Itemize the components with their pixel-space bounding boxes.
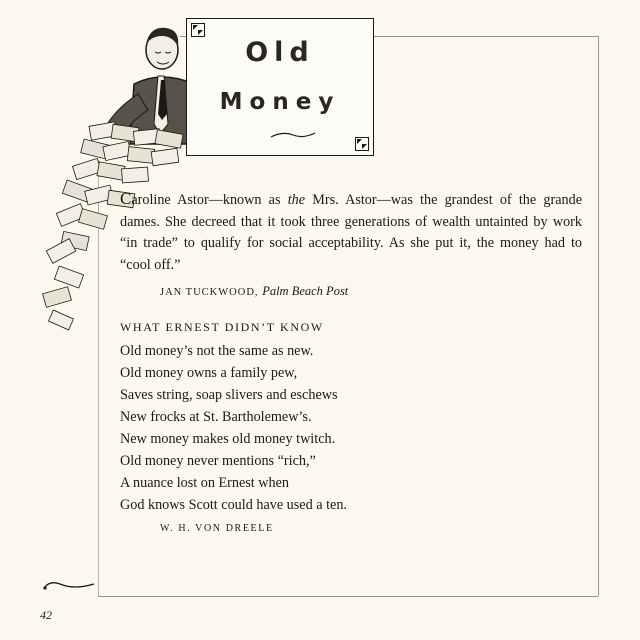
poem-title: WHAT ERNEST DIDN’T KNOW <box>120 320 324 334</box>
poem-line: Old money’s not the same as new. <box>120 343 314 359</box>
quote-author: JAN TUCKWOOD, <box>160 287 259 298</box>
page-title-line1: Old <box>245 37 315 68</box>
poem-line: Old money never mentions “rich,” <box>120 453 316 469</box>
poem-author: W. H. VON DREELE <box>160 523 274 534</box>
poem-line: A nuance lost on Ernest when <box>120 475 290 491</box>
frame-line-right <box>598 36 599 596</box>
poem-line: New frocks at St. Bartholemew’s. <box>120 409 312 425</box>
frame-line-bottom <box>98 596 598 597</box>
quote-text-rest: Mrs. Astor—was the grandest of the grande dames. She decreed that it took three generations of wealth untainted by work “in trade” to qualify for social acceptability. As she put it, the money had to “cool off.” <box>120 192 582 273</box>
poem-line: New money makes old money twitch. <box>120 431 336 447</box>
quote-publication: Palm Beach Post <box>262 284 349 298</box>
corner-ornament-icon <box>191 23 205 37</box>
poem-line: Saves string, soap slivers and eschews <box>120 387 338 403</box>
page-number: 42 <box>40 608 52 622</box>
flourish-icon <box>40 578 98 592</box>
flourish-icon <box>269 129 317 141</box>
page-title-line2: Money <box>219 89 341 115</box>
poem-line: Old money owns a family pew, <box>120 365 298 381</box>
corner-ornament-icon <box>355 137 369 151</box>
quote-italic-word: the <box>287 192 306 208</box>
quote-attribution <box>160 284 560 299</box>
quote-paragraph <box>120 188 582 276</box>
quote-text-start: aroline Astor—known as <box>131 192 288 208</box>
poem-body <box>120 340 540 516</box>
man-pouring-money-illustration <box>34 14 204 354</box>
poem-line: God knows Scott could have used a ten. <box>120 497 347 513</box>
title-plaque <box>186 18 374 156</box>
quote-dropcap: C <box>120 189 132 208</box>
